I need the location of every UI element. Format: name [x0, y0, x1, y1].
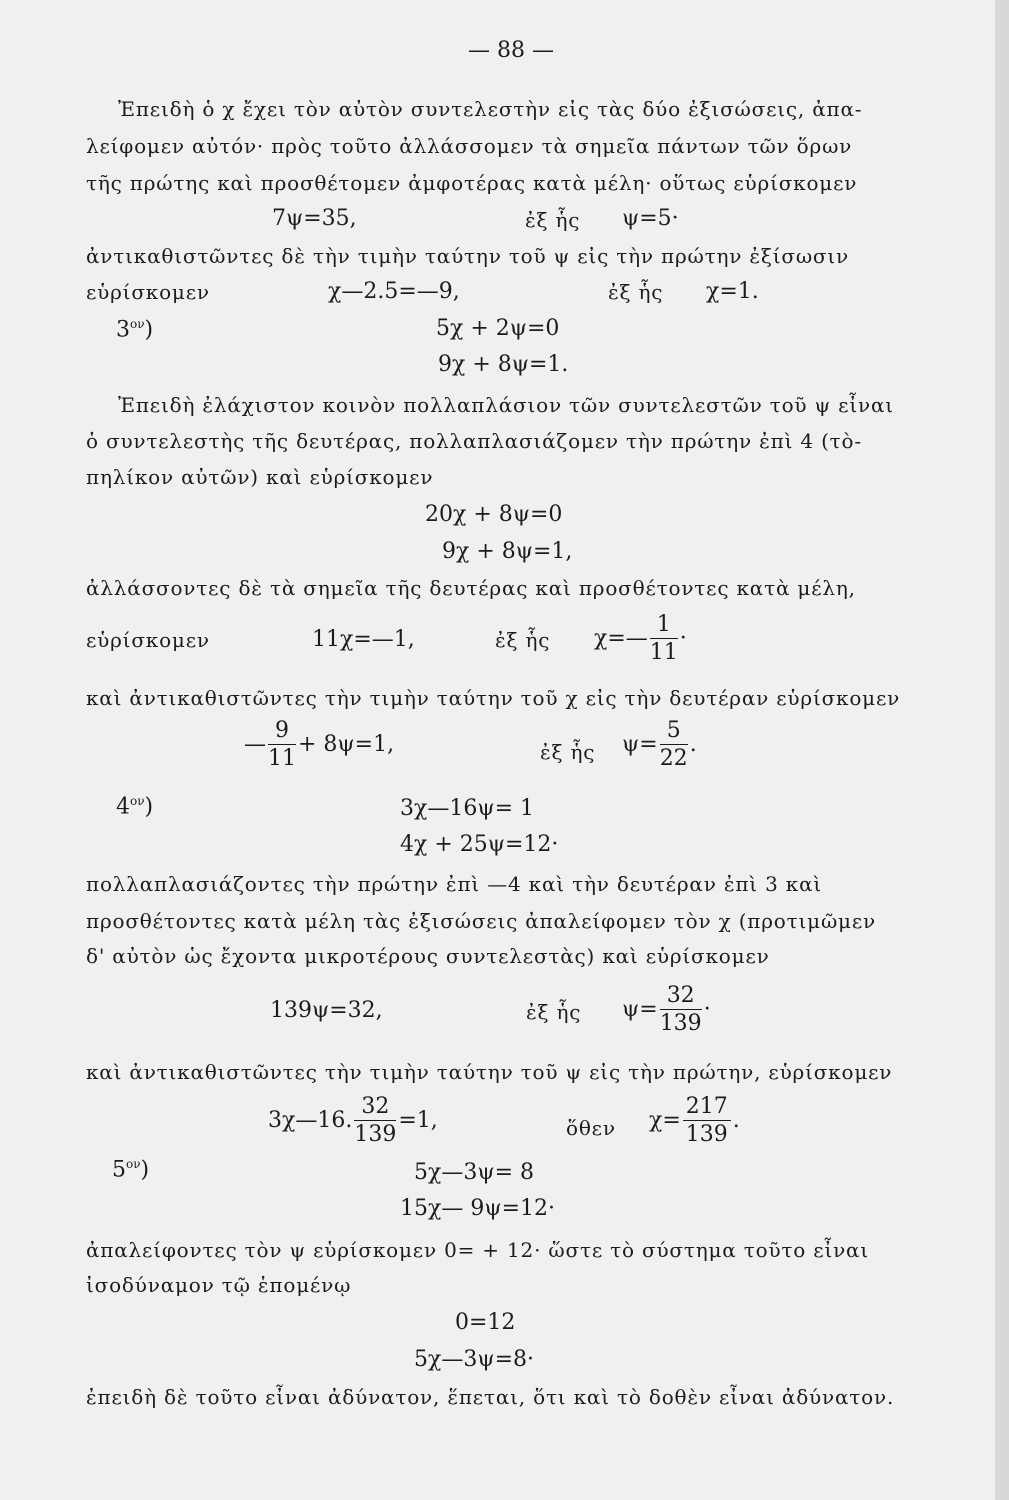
text-line: ἀλλάσσοντες δὲ τὰ σημεῖα τῆς δευτέρας καὶ προσθέτοντες κατὰ μέλη,	[86, 576, 856, 600]
text-line: πολλαπλασιάζοντες τὴν πρώτην ἐπὶ —4 καὶ τὴν δευτέραν ἐπὶ 3 καὶ	[86, 872, 823, 896]
text-line: τῆς πρώτης καὶ προσθέτομεν ἀμφοτέρας κατὰ μέλη· οὕτως εὑρίσκομεν	[86, 171, 858, 195]
text-line: Ἐπειδὴ ὁ χ ἔχει τὸν αὐτὸν συντελεστὴν εἰς τὰς δύο ἐξισώσεις, ἀπα-	[118, 97, 863, 121]
text-line: ἐπειδὴ δὲ τοῦτο εἶναι ἀδύνατον, ἕπεται, ὅτι καὶ τὸ δοθὲν εἶναι ἀδύνατον.	[86, 1385, 895, 1409]
equation: 9χ + 8ψ=1.	[438, 352, 569, 377]
case-label-4: $4^{o\nu}$)	[116, 794, 154, 820]
text-line: ὁ συντελεστὴς τῆς δευτέρας, πολλαπλασιάζομεν τὴν πρώτην ἐπὶ 4 (τὸ-	[86, 429, 862, 453]
case-label-5: $5^{o\nu}$)	[112, 1157, 150, 1183]
equation: — $\frac{9}{11}$ + 8ψ=1,	[244, 718, 395, 771]
text-line: ἀπαλείφοντες τὸν ψ εὑρίσκομεν 0= + 12· ὥστε τὸ σύστημα τοῦτο εἶναι	[86, 1238, 870, 1262]
text-fragment: ἐξ ἧς	[525, 208, 581, 232]
equation: ψ= $\frac{32}{139}$ ·	[622, 983, 711, 1036]
text-line: Ἐπειδὴ ἐλάχιστον κοινὸν πολλαπλάσιον τῶν συντελεστῶν τοῦ ψ εἶναι	[118, 393, 894, 417]
page-number: — 88 —	[468, 38, 554, 63]
text-line: λείφομεν αὐτόν· πρὸς τοῦτο ἀλλάσσομεν τὰ σημεῖα πάντων τῶν ὅρων	[86, 134, 853, 158]
equation: ψ=5·	[622, 206, 679, 231]
equation: 5χ—3ψ= 8	[414, 1160, 535, 1185]
equation: χ—2.5=—9,	[328, 279, 460, 304]
text-fragment: ἐξ ἧς	[540, 740, 596, 764]
fraction: $\frac{32}{139}$	[659, 983, 702, 1036]
equation: χ=1.	[706, 279, 759, 304]
text-line: δ' αὐτὸν ὡς ἔχοντα μικροτέρους συντελεστὰς) καὶ εὑρίσκομεν	[86, 944, 770, 968]
equation: 9χ + 8ψ=1,	[442, 539, 573, 564]
fraction: $\frac{9}{11}$	[268, 718, 296, 771]
equation: 139ψ=32,	[270, 998, 383, 1023]
text-line: καὶ ἀντικαθιστῶντες τὴν τιμὴν ταύτην τοῦ χ εἰς τὴν δευτέραν εὑρίσκομεν	[86, 686, 901, 710]
text-fragment: ἐξ ἧς	[608, 280, 664, 304]
equation: χ=— $\frac{1}{11}$ ·	[594, 612, 687, 665]
text-line: προσθέτοντες κατὰ μέλη τὰς ἐξισώσεις ἀπαλείφομεν τὸν χ (προτιμῶμεν	[86, 909, 876, 933]
page-edge	[995, 0, 1009, 1500]
equation: 3χ—16ψ= 1	[400, 796, 534, 821]
equation: χ= $\frac{217}{139}$ .	[649, 1094, 740, 1147]
equation: 20χ + 8ψ=0	[425, 502, 563, 527]
equation: 3χ—16. $\frac{32}{139}$ =1,	[268, 1094, 438, 1147]
text-fragment: ἐξ ἧς	[526, 1000, 582, 1024]
text-fragment: εὑρίσκομεν	[86, 280, 210, 304]
case-label-3: $3^{o\nu}$)	[116, 317, 154, 343]
text-line: ἀντικαθιστῶντες δὲ τὴν τιμὴν ταύτην τοῦ ψ εἰς τὴν πρώτην ἐξίσωσιν	[86, 244, 849, 268]
fraction: $\frac{1}{11}$	[649, 612, 678, 665]
text-line: πηλίκον αὐτῶν) καὶ εὑρίσκομεν	[86, 465, 434, 489]
equation: 5χ + 2ψ=0	[436, 316, 560, 341]
equation: 15χ— 9ψ=12·	[400, 1196, 555, 1221]
equation: ψ= $\frac{5}{22}$ .	[622, 718, 697, 771]
equation: 11χ=—1,	[312, 627, 415, 652]
equation: 4χ + 25ψ=12·	[400, 832, 559, 857]
equation: 5χ—3ψ=8·	[414, 1347, 535, 1372]
text-fragment: ἐξ ἧς	[495, 628, 551, 652]
equation: 7ψ=35,	[272, 206, 357, 231]
text-fragment: εὑρίσκομεν	[86, 628, 210, 652]
fraction: $\frac{5}{22}$	[659, 718, 688, 771]
text-fragment: ὅθεν	[566, 1116, 616, 1140]
text-line: ἰσοδύναμον τῷ ἑπομένῳ	[86, 1273, 352, 1297]
fraction: $\frac{32}{139}$	[354, 1094, 397, 1147]
equation: 0=12	[455, 1310, 516, 1335]
text-line: καὶ ἀντικαθιστῶντες τὴν τιμὴν ταύτην τοῦ ψ εἰς τὴν πρώτην, εὑρίσκομεν	[86, 1060, 893, 1084]
fraction: $\frac{217}{139}$	[683, 1096, 731, 1146]
